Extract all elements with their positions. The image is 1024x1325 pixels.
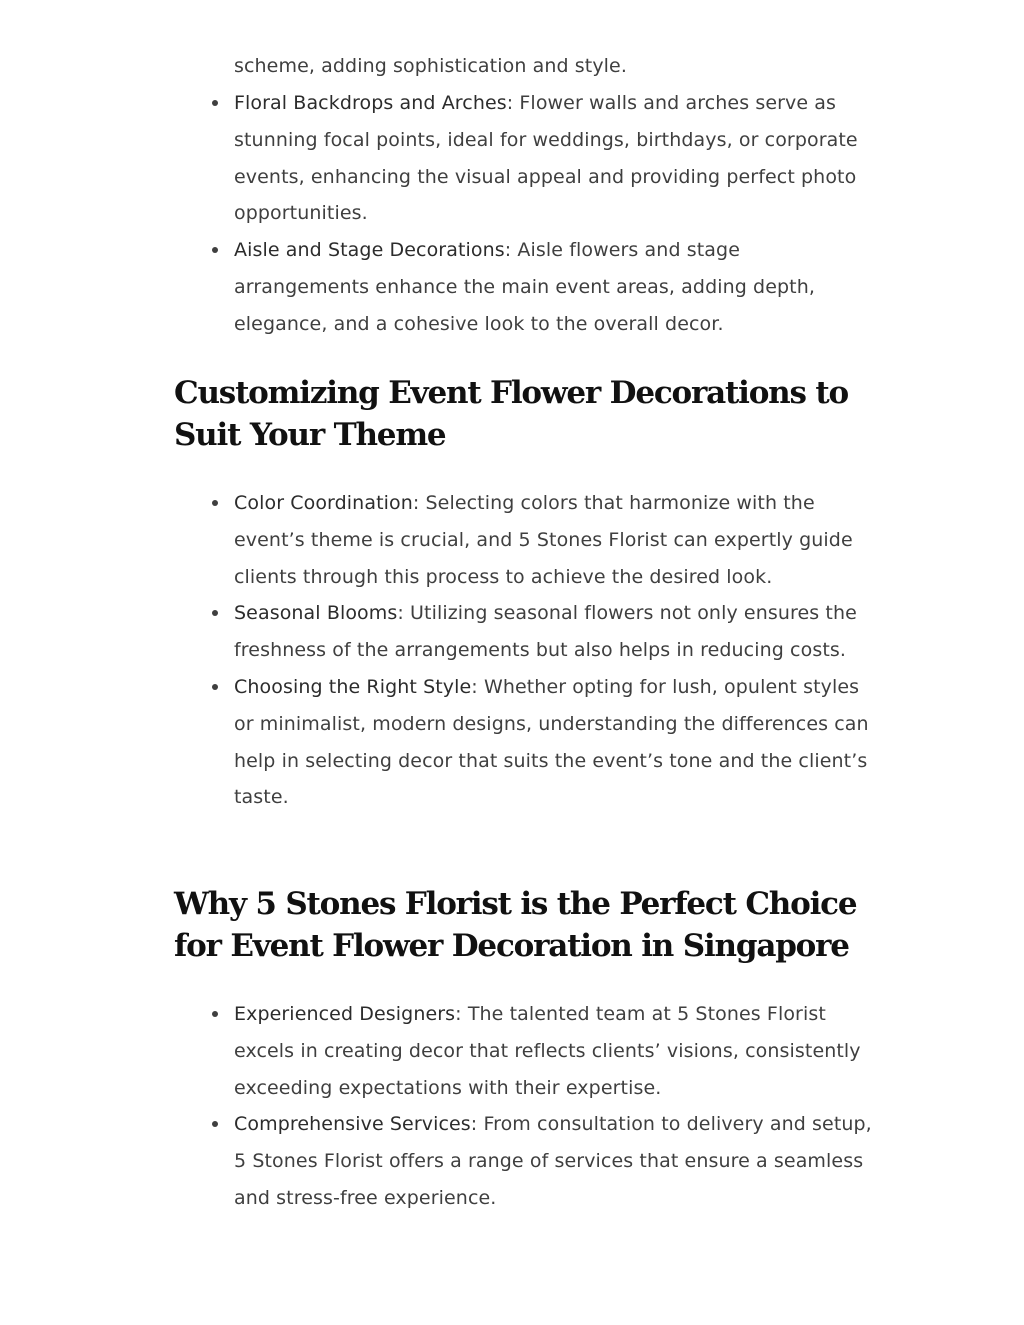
- bullet-icon: [212, 1121, 218, 1127]
- bullet-icon: [212, 247, 218, 253]
- section-heading-why-choose: Why 5 Stones Florist is the Perfect Choice for Event Flower Decoration in Singapore: [174, 886, 857, 964]
- bullet-icon: [212, 1011, 218, 1017]
- list-item-text: : Utilizing seasonal flowers not only ensures the freshness of the arrangements but also helps in reducing costs.: [234, 602, 857, 662]
- list-item-text: : Aisle flowers and stage arrangements enhance the main event areas, adding depth, elegance, and a cohesive look to the overall decor.: [234, 239, 815, 335]
- list-item-text: : Whether opting for lush, opulent styles or minimalist, modern designs, understanding the differences can help in selecting decor that suits the event’s tone and the client’s taste.: [234, 675, 869, 809]
- list-item: [234, 669, 874, 816]
- list-item-text: : From consultation to delivery and setup, 5 Stones Florist offers a range of services that ensure a seamless and stress-free experience.: [234, 1113, 872, 1209]
- list-item: [234, 996, 874, 1106]
- list-item: [234, 1106, 874, 1216]
- section-heading-customizing: Customizing Event Flower Decorations to Suit Your Theme: [174, 375, 848, 453]
- bullet-icon: [212, 684, 218, 690]
- list-item: [234, 595, 874, 669]
- continuation-text: scheme, adding sophistication and style.: [234, 55, 627, 77]
- list-item-term: Floral Backdrops and Arches: [234, 92, 507, 114]
- list-item-term: Experienced Designers: [234, 1003, 456, 1025]
- customizing-list: [234, 485, 874, 816]
- list-item-term: Choosing the Right Style: [234, 675, 472, 698]
- why-choose-list: [234, 996, 874, 1217]
- bullet-icon: [212, 100, 218, 106]
- list-item-text: : Flower walls and arches serve as stunning focal points, ideal for weddings, birthdays, or corporate events, enhancing the visual appeal and providing perfect photo opportunities.: [234, 92, 858, 225]
- list-item-term: Color Coordination: [234, 492, 413, 514]
- decor-types-list: [234, 85, 874, 343]
- list-item: [234, 485, 874, 595]
- list-item: [234, 232, 874, 342]
- list-item-text: : Selecting colors that harmonize with the event’s theme is crucial, and 5 Stones Florist can expertly guide clients through this process to achieve the desired look.: [234, 492, 853, 588]
- list-item-term: Seasonal Blooms: [234, 602, 398, 625]
- bullet-icon: [212, 610, 218, 616]
- list-item: [234, 85, 874, 232]
- list-item-term: Comprehensive Services: [234, 1113, 471, 1136]
- bullet-icon: [212, 500, 218, 506]
- list-item-term: Aisle and Stage Decorations: [234, 239, 505, 262]
- list-item-text: : The talented team at 5 Stones Florist excels in creating decor that reflects clients’ visions, consistently exceeding expectations with their expertise.: [234, 1003, 861, 1099]
